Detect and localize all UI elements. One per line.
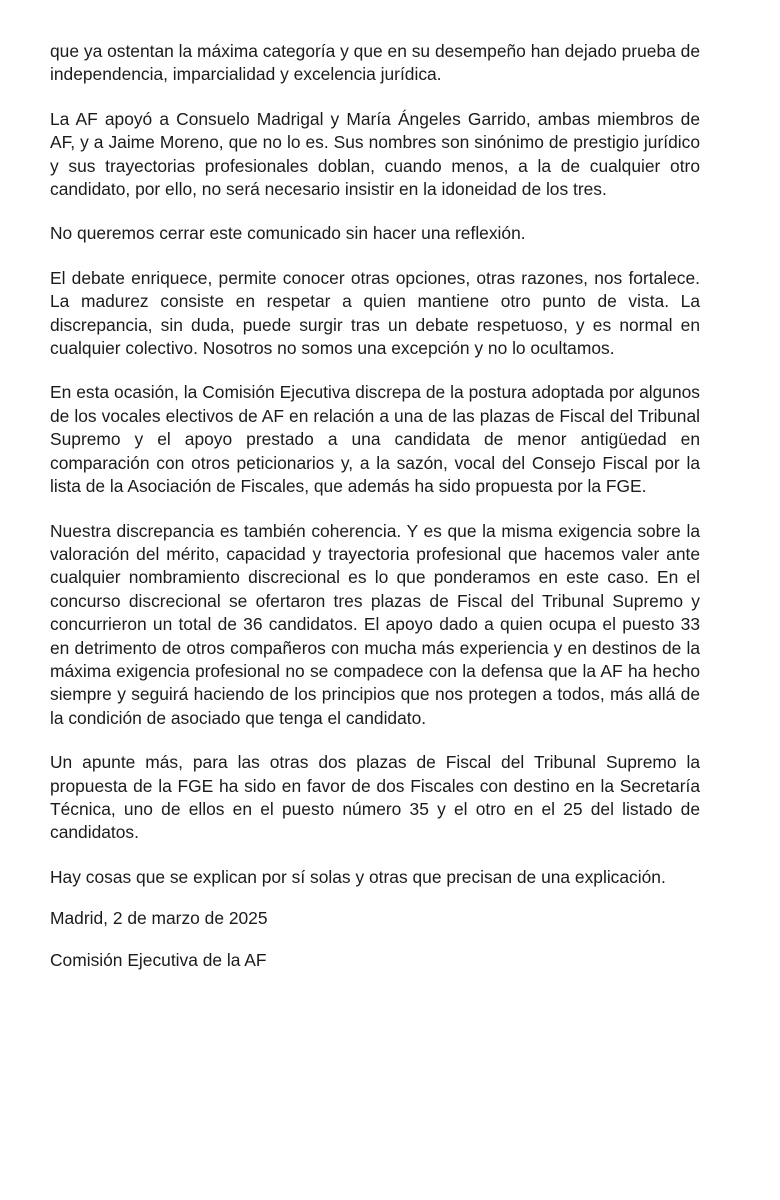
- paragraph-executive-disagreement: En esta ocasión, la Comisión Ejecutiva discrepa de la postura adoptada por algunos de los vocales electivos de AF en relación a una de las plazas de Fiscal del Tribunal Supremo y el apoyo prestado a una candidata de menor antigüedad en comparación con otros peticionarios y, a la sazón, vocal del Consejo Fiscal por la lista de la Asociación de Fiscales, que además ha sido propuesta por la FGE.: [50, 382, 700, 497]
- paragraph-intro-continuation: que ya ostentan la máxima categoría y que en su desempeño han dejado prueba de independencia, imparcialidad y excelencia jurídica.: [50, 41, 700, 85]
- paragraph-other-positions: Un apunte más, para las otras dos plazas de Fiscal del Tribunal Supremo la propuesta de la FGE ha sido en favor de dos Fiscales con destino en la Secretaría Técnica, uno de ellos en el puesto número 35 y el otro en el 25 del listado de candidatos.: [50, 752, 700, 843]
- date-line: Madrid, 2 de marzo de 2025: [50, 908, 268, 929]
- paragraph-closing-remark: Hay cosas que se explican por sí solas y otras que precisan de una explicación.: [50, 866, 666, 887]
- paragraph-coherence: Nuestra discrepancia es también coherencia. Y es que la misma exigencia sobre la valoración del mérito, capacidad y trayectoria profesional que hacemos valer ante cualquier nombramiento discrecional es lo que ponderamos en este caso. En el concurso discrecional se ofertaron tres plazas de Fiscal del Tribunal Supremo y concurrieron un total de 36 candidatos. El apoyo dado a quien ocupa el puesto 33 en detrimento de otros compañeros con mucha más experiencia y en destinos de la máxima exigencia profesional no se compadece con la defensa que la AF ha hecho siempre y seguirá haciendo de los principios que nos protegen a todos, más allá de la condición de asociado que tenga el candidato.: [50, 520, 700, 728]
- signature: Comisión Ejecutiva de la AF: [50, 949, 267, 970]
- paragraph-debate: El debate enriquece, permite conocer otras opciones, otras razones, nos fortalece. La madurez consiste en respetar a quien mantiene otro punto de vista. La discrepancia, sin duda, puede surgir tras un debate respetuoso, y es normal en cualquier colectivo. Nosotros no somos una excepción y no lo ocultamos.: [50, 267, 700, 359]
- document-page: [50, 40, 700, 990]
- paragraph-candidates-support: La AF apoyó a Consuelo Madrigal y María Ángeles Garrido, ambas miembros de AF, y a Jaime Moreno, que no lo es. Sus nombres son sinónimo de prestigio jurídico y sus trayectorias profesionales doblan, cuando menos, a la de cualquier otro candidato, por ello, no será necesario insistir en la idoneidad de los tres.: [50, 108, 700, 200]
- paragraph-reflection-intro: No queremos cerrar este comunicado sin hacer una reflexión.: [50, 223, 526, 244]
